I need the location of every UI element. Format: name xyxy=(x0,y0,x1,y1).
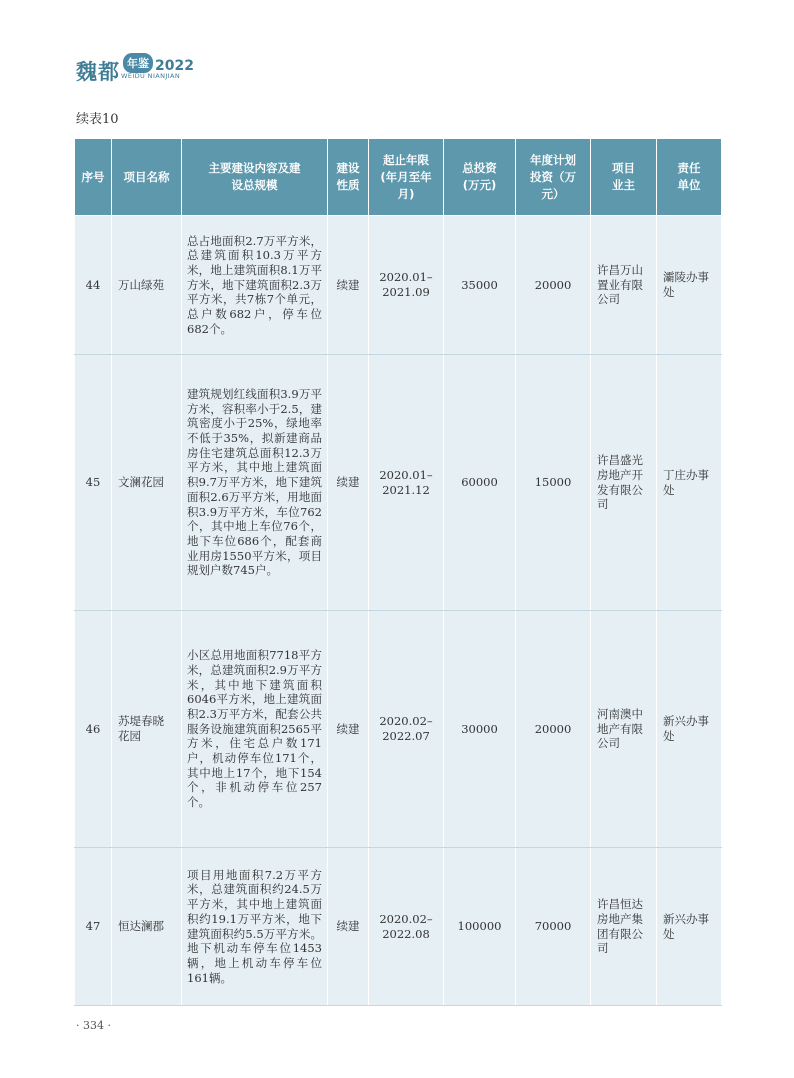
cell-period: 2020.02–2022.07 xyxy=(369,611,444,848)
header-owner: 项目业主 xyxy=(591,139,657,216)
table-row xyxy=(75,216,722,355)
cell-content: 总占地面积2.7万平方米，总建筑面积10.3万平方米，地上建筑面积8.1万平方米，地下建筑面积2.3万平方米，共7栋7个单元，总户数682户，停车位682个。 xyxy=(182,216,328,355)
header-annual: 年度计划投资（万元） xyxy=(516,139,591,216)
cell-total: 30000 xyxy=(444,611,516,848)
header-seq: 序号 xyxy=(75,139,112,216)
header-unit: 责任单位 xyxy=(657,139,722,216)
cell-nature: 续建 xyxy=(328,611,369,848)
cell-owner: 河南澳中地产有限公司 xyxy=(591,611,657,848)
cell-content: 小区总用地面积7718平方米，总建筑面积2.9万平方米，其中地下建筑面积6046平方米，地上建筑面积2.3万平方米，配套公共服务设施建筑面积2565平方米，住宅总户数171户，机动停车位171个，其中地上17个，地下154个，非机动停车位257个。 xyxy=(182,611,328,848)
cell-unit: 灞陵办事处 xyxy=(657,216,722,355)
cell-period: 2020.01–2021.12 xyxy=(369,355,444,611)
cell-annual: 70000 xyxy=(516,848,591,1006)
cell-annual: 15000 xyxy=(516,355,591,611)
cell-seq: 44 xyxy=(75,216,112,355)
cell-owner: 许昌恒达房地产集团有限公司 xyxy=(591,848,657,1006)
cell-name: 苏堤春晓花园 xyxy=(112,611,182,848)
header-name: 项目名称 xyxy=(112,139,182,216)
cell-seq: 45 xyxy=(75,355,112,611)
cell-name: 恒达澜郡 xyxy=(112,848,182,1006)
table-row xyxy=(75,355,722,611)
logo-badge: 年鉴 xyxy=(123,53,153,73)
cell-name: 万山绿苑 xyxy=(112,216,182,355)
cell-content: 项目用地面积7.2万平方米，总建筑面积约24.5万平方米，其中地上建筑面积约19.1万平方米，地下建筑面积约5.5万平方米。地下机动车停车位1453辆，地上机动车停车位161辆。 xyxy=(182,848,328,1006)
logo-subtitle: WEIDU NIANJIAN xyxy=(121,72,181,80)
table-row xyxy=(75,611,722,848)
table-row xyxy=(75,848,722,1006)
logo-year: 2022 xyxy=(155,58,194,74)
cell-owner: 许昌盛光房地产开发有限公司 xyxy=(591,355,657,611)
cell-annual: 20000 xyxy=(516,611,591,848)
header-total: 总投资(万元) xyxy=(444,139,516,216)
table-header-row xyxy=(75,139,722,216)
cell-owner: 许昌万山置业有限公司 xyxy=(591,216,657,355)
page-number: · 334 · xyxy=(76,1019,111,1032)
logo-title: 魏都 xyxy=(76,60,120,84)
project-table xyxy=(74,138,722,1006)
cell-total: 35000 xyxy=(444,216,516,355)
cell-period: 2020.01–2021.09 xyxy=(369,216,444,355)
header-nature: 建设性质 xyxy=(328,139,369,216)
cell-unit: 新兴办事处 xyxy=(657,848,722,1006)
cell-name: 文澜花园 xyxy=(112,355,182,611)
cell-nature: 续建 xyxy=(328,216,369,355)
cell-nature: 续建 xyxy=(328,848,369,1006)
cell-content: 建筑规划红线面积3.9万平方米，容积率小于2.5，建筑密度小于25%，绿地率不低于35%，拟新建商品房住宅建筑总面积12.3万平方米，其中地上建筑面积9.7万平方米，地下建筑面积2.6万平方米，用地面积3.9万平方米，车位762个，其中地上车位76个，地下车位686个，配套商业用房1550平方米，项目规划户数745户。 xyxy=(182,355,328,611)
cell-total: 100000 xyxy=(444,848,516,1006)
cell-period: 2020.02–2022.08 xyxy=(369,848,444,1006)
cell-unit: 丁庄办事处 xyxy=(657,355,722,611)
table-continuation-label: 续表10 xyxy=(76,112,119,127)
cell-annual: 20000 xyxy=(516,216,591,355)
header-content: 主要建设内容及建设总规模 xyxy=(182,139,328,216)
header-period: 起止年限(年月至年月) xyxy=(369,139,444,216)
cell-seq: 47 xyxy=(75,848,112,1006)
cell-seq: 46 xyxy=(75,611,112,848)
cell-total: 60000 xyxy=(444,355,516,611)
cell-unit: 新兴办事处 xyxy=(657,611,722,848)
cell-nature: 续建 xyxy=(328,355,369,611)
